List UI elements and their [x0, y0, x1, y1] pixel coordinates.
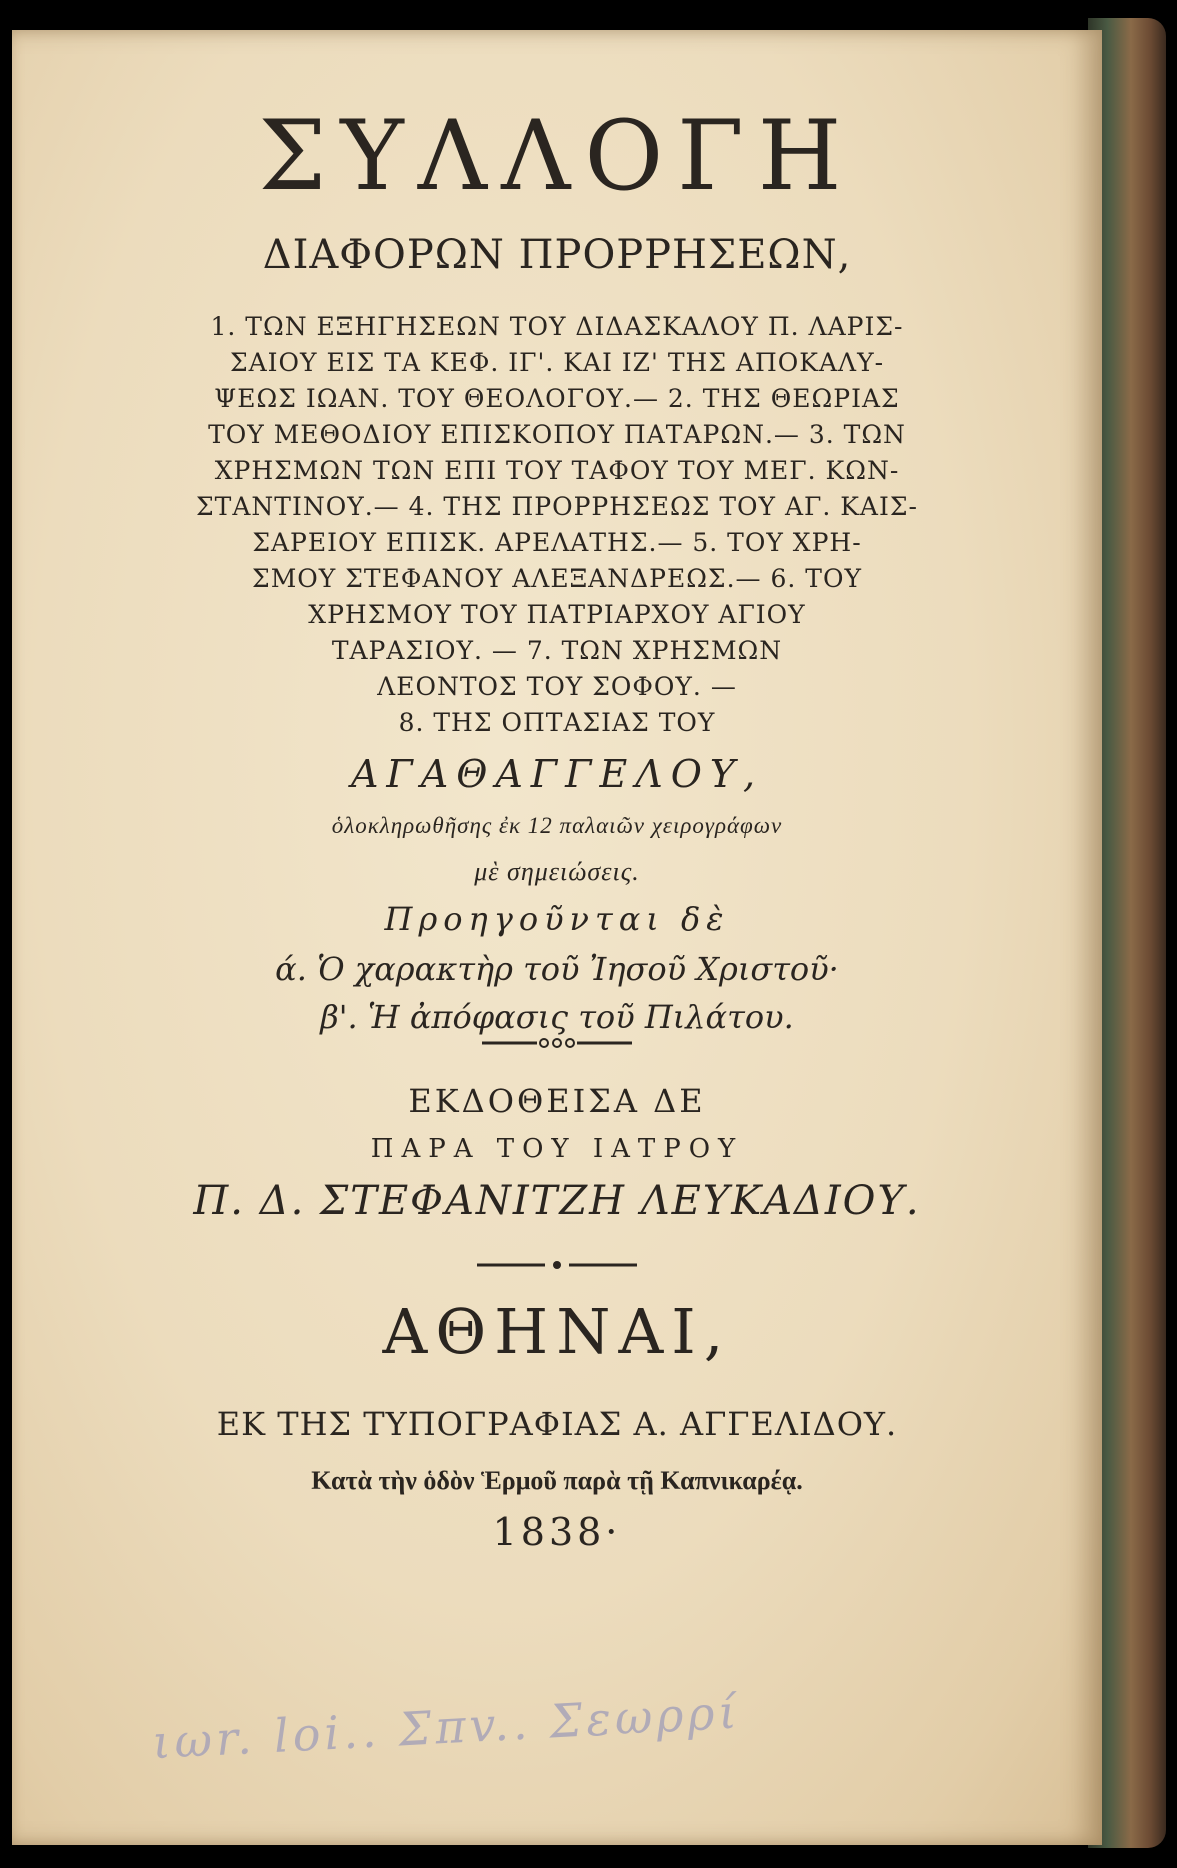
contents-line: ΤΟΥ ΜΕΘΟΔΙΟΥ ΕΠΙΣΚΟΠΟΥ ΠΑΤΑΡΩΝ.— 3. ΤΩΝ [208, 420, 906, 449]
title: ΣΥΛΛΟΓΗ [258, 100, 856, 212]
editor-name: Π. Δ. ΣΤΕΦΑΝΙΤΖΗ ΛΕΥΚΑΔΙΟΥ. [193, 1178, 921, 1224]
contents-line: ΣΑΙΟΥ ΕΙΣ ΤΑ ΚΕΦ. ΙΓ'. ΚΑΙ ΙΖ' ΤΗΣ ΑΠΟΚΑΛΥ- [229, 348, 885, 377]
published-line: ΕΚΔΟΘΕΙΣΑ ΔΕ [408, 1082, 706, 1120]
completion-note: ὁλοκληρωθῆσης ἐκ 12 παλαιῶν χειρογράφων [331, 813, 783, 838]
contents-line: ΛΕΟΝΤΟΣ ΤΟΥ ΣΟΦΟΥ. — [377, 672, 737, 701]
contents-line: ΧΡΗΣΜΟΥ ΤΟΥ ΠΑΤΡΙΑΡΧΟΥ ΑΓΙΟΥ [308, 600, 806, 629]
contents-line: ΧΡΗΣΜΩΝ ΤΩΝ ΕΠΙ ΤΟΥ ΤΑΦΟΥ ΤΟΥ ΜΕΓ. ΚΩΝ- [214, 456, 900, 485]
by-doctor-line: ΠΑΡΑ ΤΟΥ ΙΑΤΡΟΥ [370, 1134, 744, 1164]
contents-line: ΤΑΡΑΣΙΟΥ. — 7. ΤΩΝ ΧΡΗΣΜΩΝ [331, 636, 783, 665]
preceded-line: Προηγοῦνται δὲ [384, 900, 730, 938]
agathangelos-heading: ΑΓΑΘΑΓΓΕΛΟΥ, [350, 752, 764, 796]
ornament-divider-large [12, 1258, 1102, 1272]
contents-line: ΣΜΟΥ ΣΤΕΦΑΝΟΥ ΑΛΕΞΑΝΔΡΕΩΣ.— 6. ΤΟΥ [252, 564, 862, 593]
notes-note: μὲ σημειώσεις. [474, 857, 640, 886]
year: 1838· [492, 1510, 622, 1554]
contents-line: 8. ΤΗΣ ΟΠΤΑΣΙΑΣ ΤΟΥ [398, 708, 716, 737]
contents-line: ΣΤΑΝΤΙΝΟΥ.— 4. ΤΗΣ ΠΡΟΡΡΗΣΕΩΣ ΤΟΥ ΑΓ. ΚΑΙΣ- [196, 492, 918, 521]
item-b: β'. Ἡ ἀπόφασις τοῦ Πιλάτου. [320, 998, 794, 1036]
city: ΑΘΗΝΑΙ, [382, 1295, 732, 1368]
title-page [12, 30, 1102, 1845]
ornament-divider-small [12, 1036, 1102, 1050]
item-a: ά. Ὁ χαρακτὴρ τοῦ Ἰησοῦ Χριστοῦ· [275, 950, 839, 988]
contents-line: ΨΕΩΣ ΙΩΑΝ. ΤΟΥ ΘΕΟΛΟΓΟΥ.— 2. ΤΗΣ ΘΕΩΡΙΑΣ [214, 384, 900, 413]
subtitle: ΔΙΑΦΟΡΩΝ ΠΡΟΡΡΗΣΕΩΝ, [262, 232, 852, 278]
contents-line: 1. ΤΩΝ ΕΞΗΓΗΣΕΩΝ ΤΟΥ ΔΙΔΑΣΚΑΛΟΥ Π. ΛΑΡΙΣ- [210, 312, 904, 341]
address-line: Κατὰ τὴν ὁδὸν Ἑρμοῦ παρὰ τῇ Καπνικαρέᾳ. [311, 1466, 803, 1495]
handwritten-inscription: ιωr. loi.. Σπv.. Σεωρρί [150, 1684, 742, 1770]
printer-line: ΕΚ ΤΗΣ ΤΥΠΟΓΡΑΦΙΑΣ Α. ΑΓΓΕΛΙΔΟΥ. [216, 1405, 898, 1443]
contents-line: ΣΑΡΕΙΟΥ ΕΠΙΣΚ. ΑΡΕΛΑΤΗΣ.— 5. ΤΟΥ ΧΡΗ- [252, 528, 862, 557]
